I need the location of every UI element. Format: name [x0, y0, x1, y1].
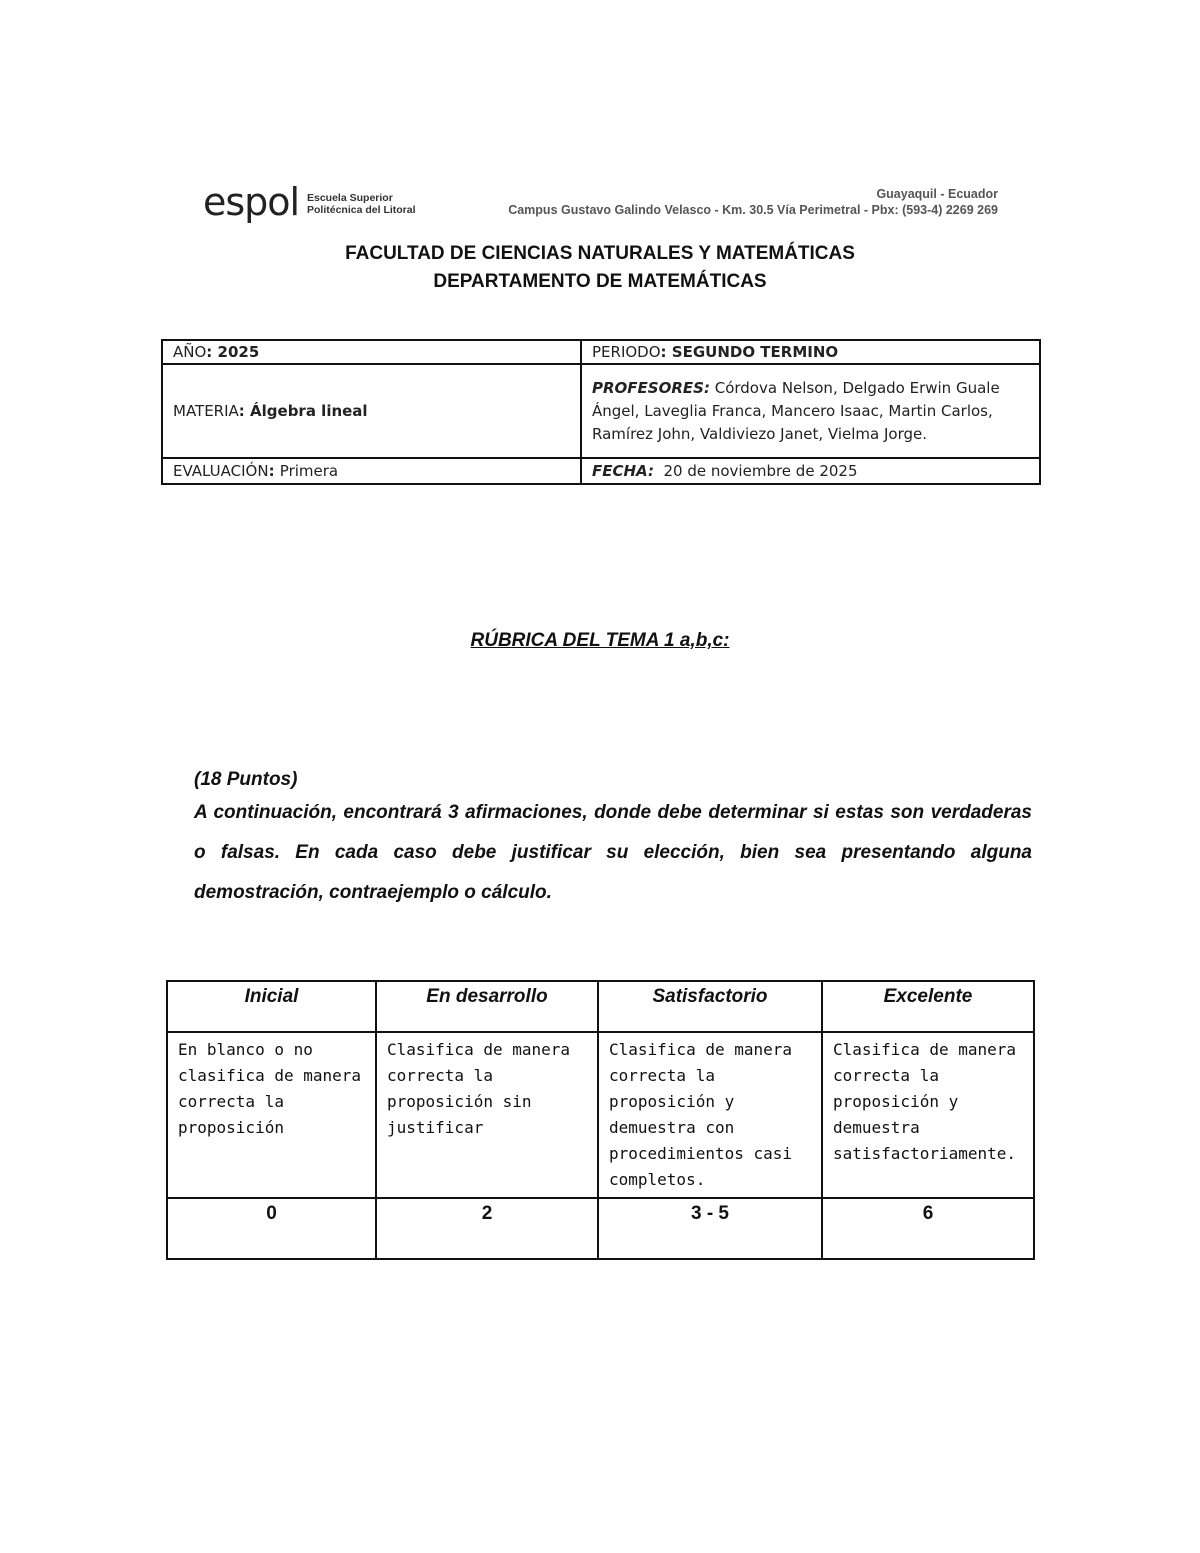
rubric-score-row	[167, 1198, 1034, 1259]
subject-cell: MATERIA: Álgebra lineal	[162, 364, 581, 458]
rubric-desc-en-desarrollo: Clasifica de manera correcta la proposición sin justificar	[376, 1032, 598, 1198]
rubric-header-inicial: Inicial	[167, 981, 376, 1032]
professors-label: PROFESORES:	[592, 378, 710, 397]
date-cell	[581, 458, 1040, 484]
period-label: PERIODO	[592, 343, 661, 361]
exam-info-table	[161, 339, 1041, 485]
campus-city: Guayaquil - Ecuador	[876, 187, 998, 201]
rubric-header-row	[167, 981, 1034, 1032]
rubric-score-satisfactorio: 3 - 5	[598, 1198, 822, 1259]
evaluation-label: EVALUACIÓN	[173, 462, 269, 480]
logo-subtitle-line1: Escuela Superior	[307, 192, 393, 204]
year-cell: AÑO: 2025	[162, 340, 581, 364]
rubric-header-excelente: Excelente	[822, 981, 1034, 1032]
logo-subtitle	[307, 192, 416, 216]
year-label: AÑO	[173, 343, 207, 361]
rubric-table	[166, 980, 1035, 1260]
date-label: FECHA:	[592, 462, 654, 480]
rubric-score-en-desarrollo: 2	[376, 1198, 598, 1259]
rubric-score-excelente: 6	[822, 1198, 1034, 1259]
rubric-desc-excelente: Clasifica de manera correcta la proposición y demuestra satisfactoriamente.	[822, 1032, 1034, 1198]
rubric-header-satisfactorio: Satisfactorio	[598, 981, 822, 1032]
subject-label: MATERIA	[173, 402, 239, 420]
logo-wordmark: espol	[203, 180, 300, 224]
department-title: DEPARTAMENTO DE MATEMÁTICAS	[433, 271, 767, 292]
espol-logo	[203, 182, 418, 228]
rubric-desc-satisfactorio: Clasifica de manera correcta la proposición y demuestra con procedimientos casi completos.	[598, 1032, 822, 1198]
professors-cell	[581, 364, 1040, 458]
rubric-title: RÚBRICA DEL TEMA 1 a,b,c:	[470, 630, 730, 651]
logo-subtitle-line2: Politécnica del Litoral	[307, 204, 416, 216]
evaluation-cell: EVALUACIÓN: Primera	[162, 458, 581, 484]
faculty-title: FACULTAD DE CIENCIAS NATURALES Y MATEMÁTICAS	[345, 243, 855, 264]
evaluation-value: Primera	[279, 462, 339, 480]
date-value: 20 de noviembre de 2025	[663, 462, 858, 480]
rubric-score-inicial: 0	[167, 1198, 376, 1259]
period-cell: PERIODO: SEGUNDO TERMINO	[581, 340, 1040, 364]
campus-address: Campus Gustavo Galindo Velasco - Km. 30.5 Vía Perimetral - Pbx: (593-4) 2269 269	[508, 203, 998, 217]
year-value: 2025	[217, 343, 260, 361]
subject-value: Álgebra lineal	[250, 402, 368, 420]
rubric-header-en-desarrollo: En desarrollo	[376, 981, 598, 1032]
rubric-description-row	[167, 1032, 1034, 1198]
rubric-desc-inicial: En blanco o no clasifica de manera correcta la proposición	[167, 1032, 376, 1198]
period-value: SEGUNDO TERMINO	[671, 343, 839, 361]
question-statement: A continuación, encontrará 3 afirmaciones, donde debe determinar si estas son verdaderas o falsas. En cada caso debe justificar su elección, bien sea presentando alguna demostración, contraejemplo o cálculo.	[194, 802, 1032, 903]
professors-value: Córdova Nelson, Delgado Erwin Guale Ángel, Laveglia Franca, Mancero Isaac, Martin Carlos, Ramírez John, Valdiviezo Janet, Vielma Jorge.	[592, 378, 1000, 443]
question-points: (18 Puntos)	[194, 769, 298, 790]
